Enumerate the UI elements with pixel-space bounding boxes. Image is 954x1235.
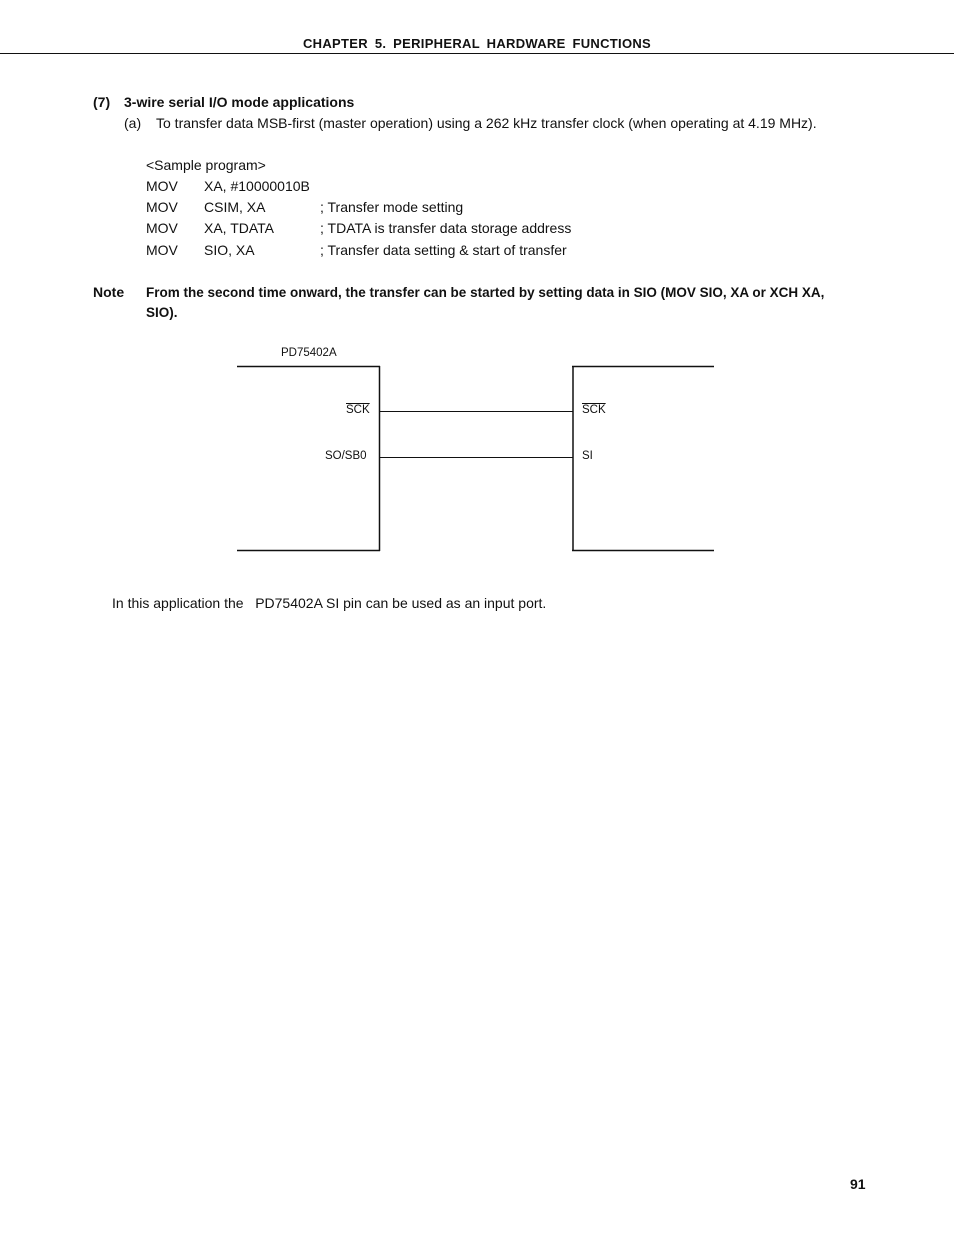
left-pin-so-sb0: SO/SB0 xyxy=(325,450,367,462)
program-op: MOV xyxy=(146,242,178,258)
program-op: MOV xyxy=(146,220,178,236)
program-comment: ; Transfer data setting & start of transfer xyxy=(320,242,567,258)
program-args: XA, #10000010B xyxy=(204,178,310,194)
page-number: 91 xyxy=(850,1176,866,1192)
note-text-line2: SIO). xyxy=(146,305,178,320)
right-pin-sck: $\overline{SCK}$ xyxy=(582,404,606,416)
program-op: MOV xyxy=(146,199,178,215)
program-comment: ; Transfer mode setting xyxy=(320,199,464,215)
program-heading: <Sample program> xyxy=(146,157,266,173)
program-args: XA, TDATA xyxy=(204,220,275,236)
section-title: 3-wire serial I/O mode applications xyxy=(124,94,355,110)
left-pin-sck: $\overline{SCK}$ xyxy=(346,404,370,416)
note-text-line1: From the second time onward, the transfer can be started by setting data in SIO (MOV SIO, XA or XCH XA, xyxy=(146,285,825,300)
application-note: In this application the PD75402A SI pin can be used as an input port. xyxy=(112,595,547,611)
note-label: Note xyxy=(93,284,125,300)
section-number: (7) xyxy=(93,94,111,110)
left-chip-label: PD75402A xyxy=(281,347,337,359)
item-text: To transfer data MSB-first (master operation) using a 262 kHz transfer clock (when operating at 4.19 MHz). xyxy=(156,115,817,131)
program-args: SIO, XA xyxy=(204,242,255,258)
program-op: MOV xyxy=(146,178,178,194)
program-comment: ; TDATA is transfer data storage address xyxy=(320,220,572,236)
chapter-header: CHAPTER 5. PERIPHERAL HARDWARE FUNCTIONS xyxy=(302,36,652,51)
program-args: CSIM, XA xyxy=(204,199,266,215)
right-pin-si: SI xyxy=(582,450,593,462)
item-label: (a) xyxy=(124,115,142,131)
